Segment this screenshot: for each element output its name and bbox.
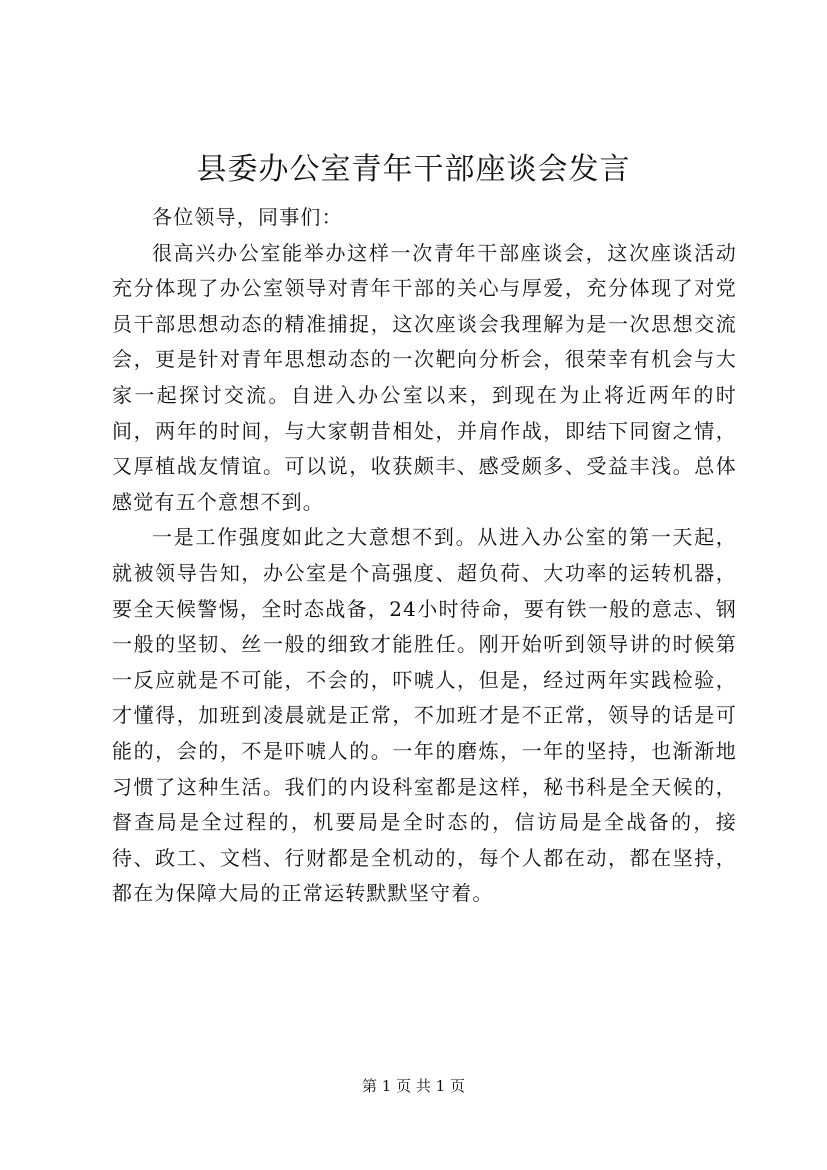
document-body — [112, 200, 737, 912]
page-number-footer: 第 1 页 共 1 页 — [362, 1077, 465, 1095]
salutation-paragraph: 各位领导，同事们： — [152, 205, 343, 229]
intro-paragraph: 很高兴办公室能举办这样一次青年干部座谈会，这次座谈活动充分体现了办公室领导对青年干部的关心与厚爱，充分体现了对党员干部思想动态的精准捕捉，这次座谈会我理解为是一次思想交流会，更是针对青年思想动态的一次靶向分析会，很荣幸有机会与大家一起探讨交流。自进入办公室以来，到现在为止将近两年的时间，两年的时间，与大家朝昔相处，并肩作战，即结下同窗之情，又厚植战友情谊。可以说，收获颇丰、感受颇多、受益丰浅。总体感觉有五个意想不到。 — [112, 240, 737, 514]
first-point-paragraph: 一是工作强度如此之大意想不到。从进入办公室的第一天起，就被领导告知，办公室是个高强度、超负荷、大功率的运转机器，要全天候警惕，全时态战备，24小时待命，要有铁一般的意志、钢一般的坚韧、丝一般的细致才能胜任。刚开始听到领导讲的时候第一反应就是不可能，不会的，吓唬人，但是，经过两年实践检验，才懂得，加班到凌晨就是正常，不加班才是不正常，领导的话是可能的，会的，不是吓唬人的。一年的磨炼，一年的坚持，也渐渐地习惯了这种生活。我们的内设科室都是这样，秘书科是全天候的，督查局是全过程的，机要局是全时态的，信访局是全战备的，接待、政工、文档、行财都是全机动的，每个人都在动，都在坚持，都在为保障大局的正常运转默默坚守着。 — [112, 525, 737, 906]
document-title: 县委办公室青年干部座谈会发言 — [196, 152, 631, 187]
